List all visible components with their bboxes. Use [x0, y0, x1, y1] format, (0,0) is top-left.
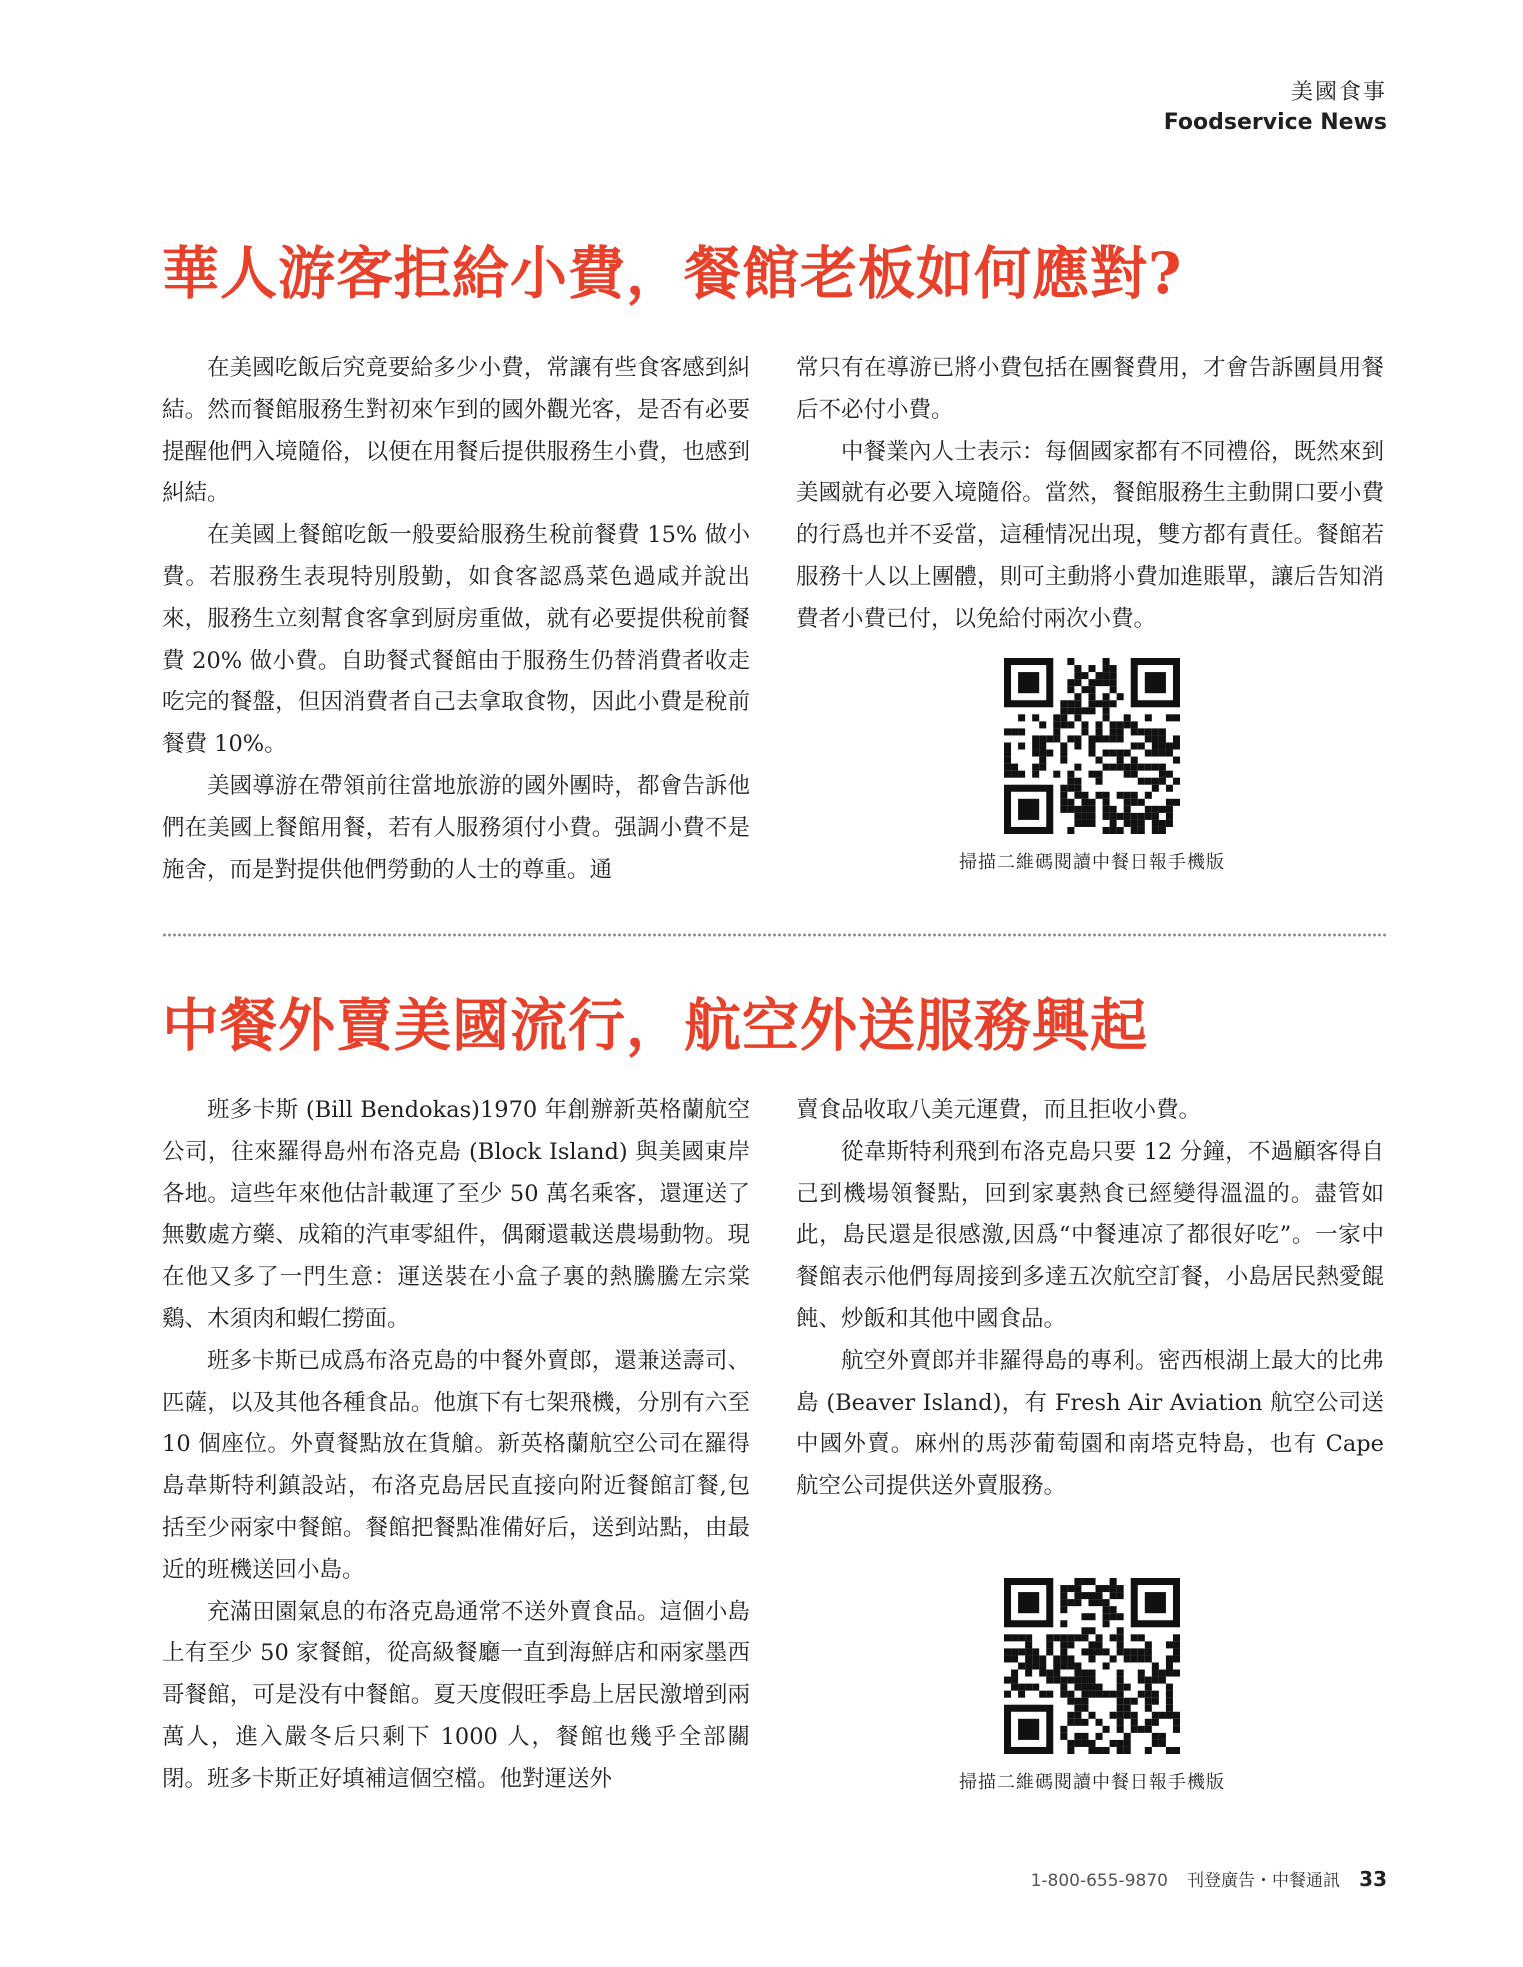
- article2-paragraph: 班多卡斯已成爲布洛克島的中餐外賣郎，還兼送壽司、匹薩，以及其他各種食品。他旗下有七架飛機，分別有六至 10 個座位。外賣餐點放在貨艙。新英格蘭航空公司在羅得島韋斯特利鎮設站，布洛克島居民直接向附近餐館訂餐,包括至少兩家中餐館。餐館把餐點准備好后，送到站點，由最近的班機送回小島。: [162, 1347, 750, 1583]
- article1-qr-block: [942, 658, 1242, 874]
- qr-caption: 掃描二維碼閱讀中餐日報手機版: [959, 852, 1225, 873]
- article2-headline: 中餐外賣美國流行，航空外送服務興起: [162, 992, 1148, 1059]
- qr-code-icon[interactable]: [1004, 658, 1180, 834]
- section-title-english: Foodservice News: [1163, 110, 1387, 135]
- article1-paragraph: 常只有在導游已將小費包括在團餐費用，才會告訴團員用餐后不必付小費。: [796, 355, 1384, 423]
- article2-column-left: [162, 1090, 750, 1801]
- article1-paragraph: 在美國上餐館吃飯一般要給服務生稅前餐費 15% 做小費。若服務生表現特別殷勤，如食客認爲菜色過咸并說出來，服務生立刻幫食客拿到厨房重做，就有必要提供稅前餐費 20% 做小費。自助餐式餐館由于服務生仍替消費者收走吃完的餐盤，但因消費者自己去拿取食物，因此小費是稅前餐費 10%。: [162, 522, 750, 758]
- article-divider: [162, 932, 1388, 938]
- article1-column-right: [796, 348, 1384, 641]
- article2-qr-block: [942, 1578, 1242, 1794]
- page-number: 33: [1359, 1867, 1387, 1891]
- page-header: [1164, 78, 1387, 138]
- qr-caption: 掃描二維碼閱讀中餐日報手機版: [959, 1772, 1225, 1793]
- article2-paragraph: 賣食品收取八美元運費，而且拒收小費。: [796, 1097, 1202, 1123]
- article1-column-left: [162, 348, 750, 891]
- article1-paragraph: 在美國吃飯后究竟要給多少小費，常讓有些食客感到糾結。然而餐館服務生對初來乍到的國外觀光客，是否有必要提醒他們入境隨俗，以便在用餐后提供服務生小費，也感到糾結。: [162, 355, 750, 507]
- article2-paragraph: 航空外賣郎并非羅得島的專利。密西根湖上最大的比弗島 (Beaver Island)，有 Fresh Air Aviation 航空公司送中國外賣。麻州的馬莎葡萄園和南塔克特島，也有 Cape 航空公司提供送外賣服務。: [796, 1347, 1384, 1500]
- article2-paragraph: 從韋斯特利飛到布洛克島只要 12 分鐘，不過顧客得自己到機場領餐點，回到家裏熱食已經變得溫溫的。盡管如此，島民還是很感激,因爲“中餐連凉了都很好吃”。一家中餐館表示他們每周接到多達五次航空訂餐，小島居民熱愛餛飩、炒飯和其他中國食品。: [796, 1138, 1384, 1332]
- article2-paragraph: 充滿田園氣息的布洛克島通常不送外賣食品。這個小島上有至少 50 家餐館，從高級餐廳一直到海鮮店和兩家墨西哥餐館，可是没有中餐館。夏天度假旺季島上居民激增到兩萬人，進入嚴冬后只剩下 1000 人，餐館也幾乎全部關閉。班多卡斯正好填補這個空檔。他對運送外: [162, 1598, 750, 1792]
- section-title-chinese: 美國食事: [1290, 80, 1387, 105]
- article2-column-right: [796, 1090, 1384, 1508]
- article1-paragraph: 美國導游在帶領前往當地旅游的國外團時，都會告訴他們在美國上餐館用餐，若有人服務須付小費。强調小費不是施舍，而是對提供他們勞動的人士的尊重。通: [162, 772, 750, 883]
- page-footer: [1031, 1866, 1387, 1891]
- qr-code-icon[interactable]: [1004, 1578, 1180, 1754]
- article1-headline: 華人游客拒給小費，餐館老板如何應對?: [162, 240, 1183, 307]
- footer-publication: 刊登廣告・中餐通訊: [1187, 1871, 1341, 1891]
- article1-paragraph: 中餐業內人士表示：每個國家都有不同禮俗，既然來到美國就有必要入境隨俗。當然，餐館服務生主動開口要小費的行爲也并不妥當，這種情况出現，雙方都有責任。餐館若服務十人以上團體，則可主動將小費加進賬單，讓后告知消費者小費已付，以免給付兩次小費。: [796, 438, 1384, 632]
- footer-phone: 1-800-655-9870: [1030, 1871, 1168, 1891]
- article2-paragraph: 班多卡斯 (Bill Bendokas)1970 年創辦新英格蘭航空公司，往來羅得島州布洛克島 (Block Island) 與美國東岸各地。這些年來他估計載運了至少 50 萬名乘客，還運送了無數處方藥、成箱的汽車零組件，偶爾還載送農場動物。現在他又多了一門生意：運送裝在小盒子裏的熱騰騰左宗棠鷄、木須肉和蝦仁撈面。: [162, 1097, 750, 1332]
